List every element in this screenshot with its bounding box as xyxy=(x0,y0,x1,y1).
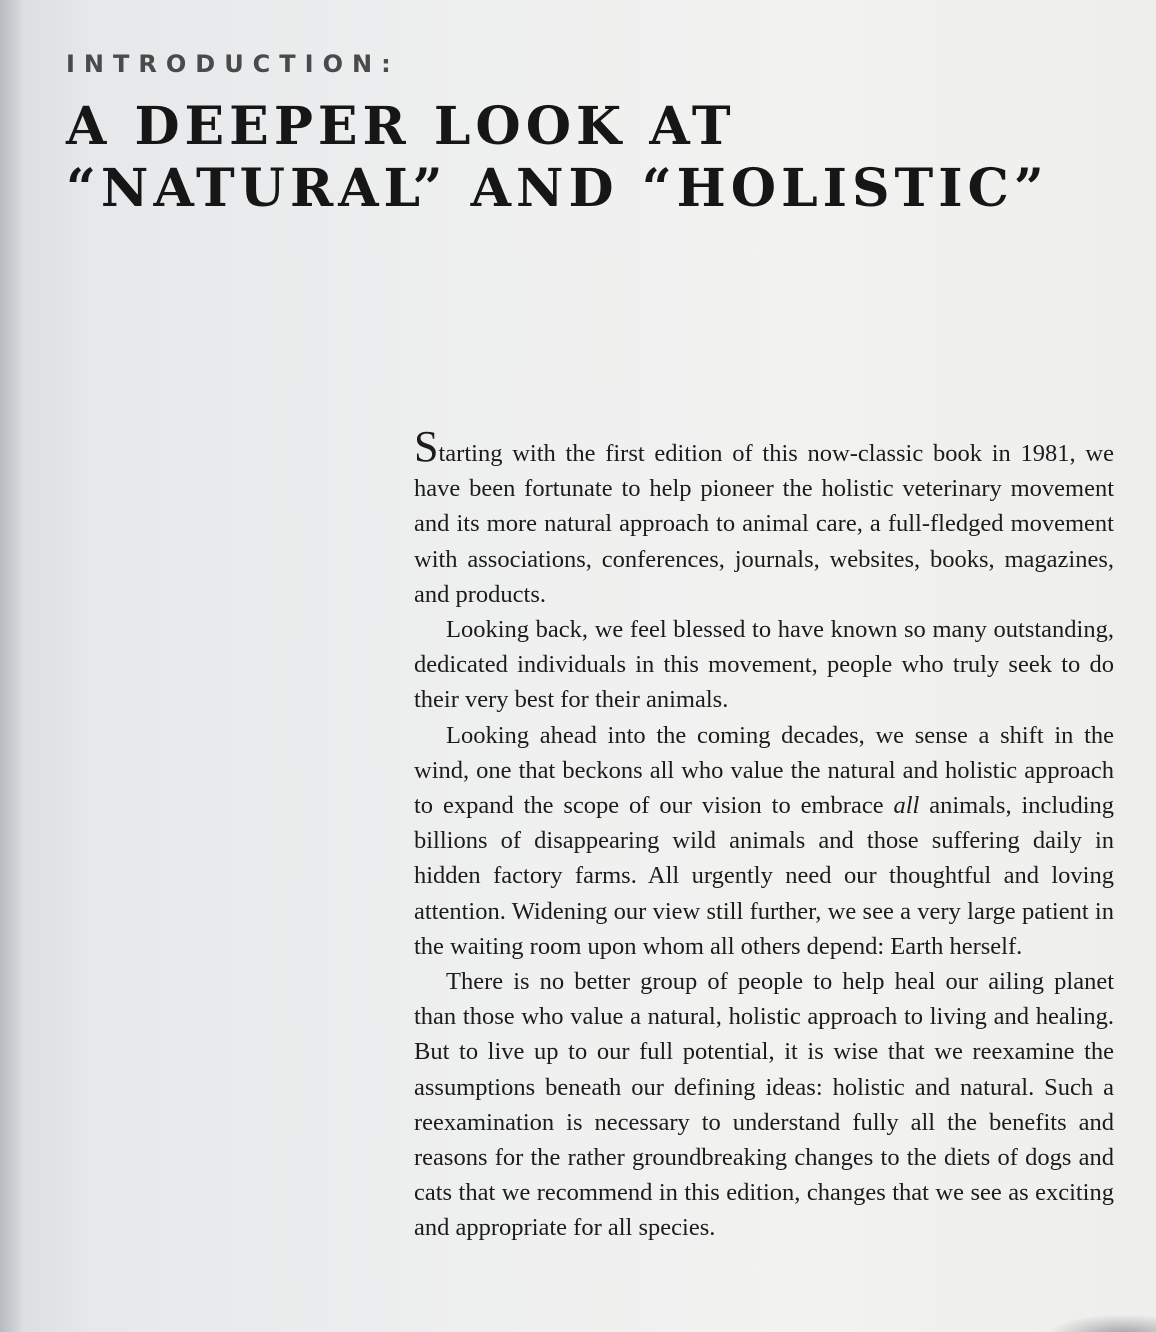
drop-cap: S xyxy=(414,422,439,471)
chapter-kicker: INTRODUCTION: xyxy=(66,50,400,78)
paragraph-3-text-end: animals, including billions of disappearing wild animals and those suffering daily in hidden factory farms. All urgently need our thoughtful and loving attention. Widening our view still further, we see a very large patient in the waiting room upon whom all others depend: Earth herself. xyxy=(414,792,1115,960)
paragraph-1-text: tarting with the first edition of this now-classic book in 1981, we have been fortunate to help pioneer the holistic veterinary movement and its more natural approach to animal care, a full-fledged movement with associations, conferences, journals, websites, books, magazines, and products. xyxy=(414,440,1114,608)
page-gutter-shadow xyxy=(0,0,24,1332)
chapter-title-line-1: A DEEPER LOOK AT xyxy=(66,96,736,157)
paragraph-1 xyxy=(414,422,1114,612)
chapter-title-line-2: “NATURAL” AND “HOLISTIC” xyxy=(66,158,1049,219)
body-text xyxy=(414,422,1115,1246)
paragraph-3-emphasis: all xyxy=(893,792,920,820)
paragraph-3 xyxy=(414,718,1114,964)
paragraph-2: Looking back, we feel blessed to have known so many outstanding, dedicated individuals in this movement, people who truly seek to do their very best for their animals. xyxy=(414,616,1114,714)
paragraph-3-text-start: Looking ahead into the coming decades, we sense a shift in the wind, one that beckons all who value the natural and holistic approach to expand the scope of our vision to embrace xyxy=(414,721,1114,820)
paragraph-4: There is no better group of people to help heal our ailing planet than those who value a natural, holistic approach to living and healing. But to live up to our full potential, it is wise that we reexamine the assumptions beneath our defining ideas: holistic and natural. Such a reexamination is necessary to understand fully all the benefits and reasons for the rather groundbreaking changes to the diets of dogs and cats that we recommend in this edition, changes that we see as exciting and appropriate for all species. xyxy=(414,968,1114,1242)
page-corner-shadow xyxy=(1046,1314,1156,1332)
chapter-title xyxy=(66,96,1126,220)
